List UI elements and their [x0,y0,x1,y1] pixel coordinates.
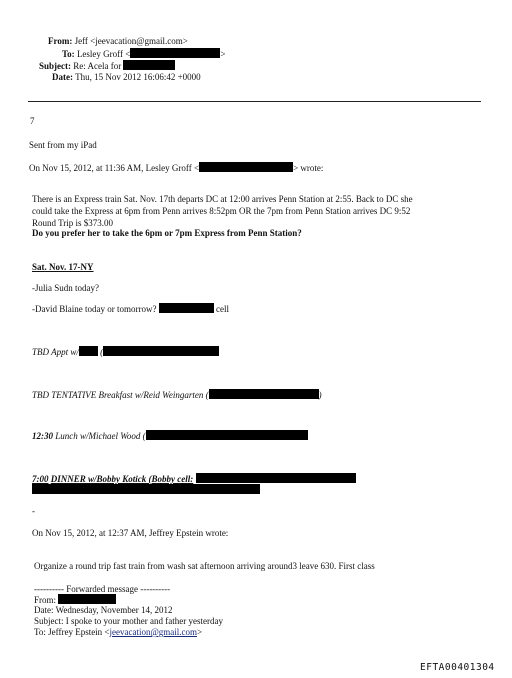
fwd-subject: Subject: I spoke to your mother and father yesterday [34,616,223,626]
bates-number: EFTA00401304 [420,662,495,673]
redaction-box [123,60,175,70]
to-label: To: [62,49,75,59]
section-title: Sat. Nov. 17-NY [32,262,94,272]
dinner-time: 7:00 [32,474,49,484]
subject-value: Re: Acela for [73,61,122,71]
redaction-box [130,48,220,58]
from-label: From: [48,36,73,46]
redaction-box [32,484,260,494]
para1-line2: could take the Express at 6pm from Penn arrives 8:52pm OR the 7pm from Penn Station arrives DC 9:52 [32,206,411,216]
julia-line: -Julia Sudn today? [32,283,99,293]
david-text: -David Blaine today or tomorrow? [32,304,157,314]
fwd-to-email-link[interactable]: jeevacation@gmail.com [109,627,198,637]
tbd-appt [32,346,219,358]
fwd-from-label: From: [34,595,57,605]
dinner-text: DINNER w/Bobby Kotick (Bobby cell: [50,474,194,484]
redaction-box [209,389,319,399]
lunch-text: Lunch w/Michael Wood ( [55,431,146,441]
sent-from: Sent from my iPad [29,140,97,150]
tbd-appt-paren: ( [100,347,104,357]
para1-line1: There is an Express train Sat. Nov. 17th departs DC at 12:00 arrives Penn Station at 2:55. Back to DC she [32,194,413,204]
header-divider [28,101,481,102]
to-suffix: > [220,49,226,59]
quote1-suffix: > wrote: [293,163,324,173]
redaction-box [196,473,356,483]
header-subject [39,60,175,72]
tbd-appt-text: TBD Appt w/ [32,347,79,357]
redaction-box [103,346,219,356]
header-from [48,36,188,47]
redaction-box [79,346,98,356]
question: Do you prefer her to take the 6pm or 7pm Express from Penn Station? [32,228,302,238]
tbd-tentative-close: ) [318,390,322,400]
date-value: Thu, 15 Nov 2012 16:06:42 +0000 [75,72,201,82]
line-7: 7 [30,116,35,126]
organize-line: Organize a round trip fast train from wash sat afternoon arriving around3 leave 630. First class [34,561,375,571]
fwd-to-prefix: To: Jeffrey Epstein < [34,627,110,637]
dash-line: - [32,506,35,516]
quote2: On Nov 15, 2012, at 12:37 AM, Jeffrey Epstein wrote: [32,528,229,538]
header-to [62,48,225,60]
fwd-to [34,627,202,638]
from-value: Jeff <jeevacation@gmail.com> [74,36,188,46]
quote1 [29,162,323,174]
subject-label: Subject: [39,61,71,71]
redaction-box [159,303,214,313]
header-date [52,72,201,83]
quote1-prefix: On Nov 15, 2012, at 11:36 AM, Lesley Groff < [29,163,200,173]
lunch-line [32,430,308,442]
david-cell: cell [215,304,229,314]
forwarded-header: ---------- Forwarded message ---------- [34,584,171,594]
fwd-to-suffix: > [197,627,203,637]
david-line [32,303,229,315]
lunch-time: 12:30 [32,431,53,441]
dinner-line-2 [32,484,260,496]
date-label: Date: [52,72,73,82]
redaction-box [58,594,116,604]
fwd-date: Date: Wednesday, November 14, 2012 [34,605,173,615]
para1-line3: Round Trip is $373.00 [32,218,114,228]
redaction-box [199,162,293,172]
to-value: Lesley Groff < [76,49,131,59]
tbd-tentative [32,389,322,401]
redaction-box [146,430,308,440]
tbd-tentative-text: TBD TENTATIVE Breakfast w/Reid Weingarten ( [32,390,209,400]
